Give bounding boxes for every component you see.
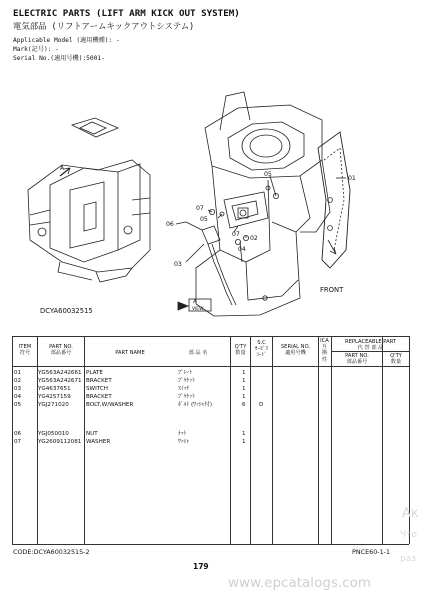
overlay-text-3: раз [400,554,417,564]
callout-03: 03 [174,261,182,268]
row-qty: 1 [242,386,246,392]
callout-07-left: 07 [196,205,204,212]
row-part-name-jp: ﾌﾞﾗｹｯﾄ [178,378,195,384]
header-qty: Q'TY 数量 [234,344,247,357]
row-part-no: YGJ271020 [38,402,69,408]
row-item: 01 [14,370,22,376]
col-divider [272,336,273,544]
row-item: 03 [14,386,22,392]
footer-code: CODE:DCYA60032515-2 [13,548,90,556]
page-number: 179 [193,562,209,571]
col-divider [84,336,85,544]
footer-ref: PNCE60-1-1 [352,548,391,556]
row-part-name: BRACKET [86,378,112,384]
table-top-rule [12,336,409,337]
row-part-no: YG4257159 [38,394,71,400]
row-part-name: SWITCH [86,386,108,392]
header-part-name: PART NAME [115,350,145,356]
row-qty: 6 [242,402,246,408]
row-part-name: BOLT,W/WASHER [86,402,134,408]
row-part-name: BRACKET [86,394,112,400]
row-part-no: YGJ050010 [38,431,69,437]
row-qty: 1 [242,439,246,445]
row-qty: 1 [242,370,246,376]
row-qty: 1 [242,431,246,437]
header-rep-part-no: PART NO. 部品番号 [345,353,369,366]
watermark-text: www.epcatalogs.com [228,575,372,591]
callout-01: 01 [348,175,356,182]
col-divider [230,336,231,544]
diagram-code: DCYA60032515 [40,307,93,315]
row-part-name-jp: ｽｲｯﾁ [178,386,190,392]
header-serial: SERIAL NO. 適用号機 [280,344,311,357]
row-part-name-jp: ﾜｯｼｬ [178,439,190,445]
callout-02: 02 [250,235,258,242]
callout-05-left: 05 [200,216,208,223]
row-part-name-jp: ﾌﾞﾗｹｯﾄ [178,394,195,400]
page-title-jp: 電気部品 (リフトアームキックアウトシステム) [13,21,195,31]
row-part-name-jp: ﾅｯﾄ [178,431,187,437]
callout-06: 06 [166,221,174,228]
row-item: 02 [14,378,22,384]
row-item: 05 [14,402,22,408]
arrow-label-a: A [60,165,65,172]
table-bottom-rule [12,544,409,545]
callout-04: 04 [238,246,246,253]
header-part-name-jp: 部 品 名 [188,350,208,356]
row-item: 04 [14,394,22,400]
row-part-name-jp: ﾎﾞﾙﾄ (ﾜｯｼｬ付) [178,402,213,408]
front-label: FRONT [320,286,344,294]
row-part-name: PLATE [86,370,103,376]
overlay-text-1: Ак [402,506,419,521]
row-qty: 1 [242,378,246,384]
row-item: 06 [14,431,22,437]
header-service-code: S.C ｻｰﾋﾞｽ ｺｰﾄﾞ [255,340,268,359]
header-rep-qty: Q'TY 数量 [390,353,402,366]
row-item: 07 [14,439,22,445]
row-service-code: D [259,402,264,408]
row-qty: 1 [242,394,246,400]
row-part-name-jp: ﾌﾟﾚｰﾄ [178,370,192,376]
col-divider [250,336,251,544]
col-divider [382,336,383,544]
col-divider [318,336,319,544]
overlay-text-2: Что [400,530,417,540]
row-part-name: WASHER [86,439,111,445]
header-part-no: PART NO. 部品番号 [49,344,73,357]
col-divider [12,336,13,544]
col-divider [331,336,332,544]
table-header-rule [12,366,409,367]
row-part-no: YG2609112081 [38,439,82,445]
header-item: ITEM 符号 [18,344,32,357]
callout-05-top: 05 [264,171,272,178]
row-part-no: YG563A242661 [38,370,82,376]
mark-field: Mark(記号): - [13,46,59,53]
callout-06b: 07 [232,231,240,238]
serial-field: Serial No.(適用号機):5001- [13,55,105,62]
header-replaceable: REPLACEABLE PART 代 替 部 品 [344,339,397,352]
view-letter: A [193,299,197,305]
applicable-model: Applicable Model (適用機種): - [13,37,120,44]
page-title: ELECTRIC PARTS (LIFT ARM KICK OUT SYSTEM) [13,8,240,19]
header-ica: ICA 互 換 性 [320,338,329,363]
row-part-no: YG563A242671 [38,378,82,384]
view-label: VIEW [192,307,204,312]
row-part-no: YG4637651 [38,386,71,392]
row-part-name: NUT [86,431,98,437]
